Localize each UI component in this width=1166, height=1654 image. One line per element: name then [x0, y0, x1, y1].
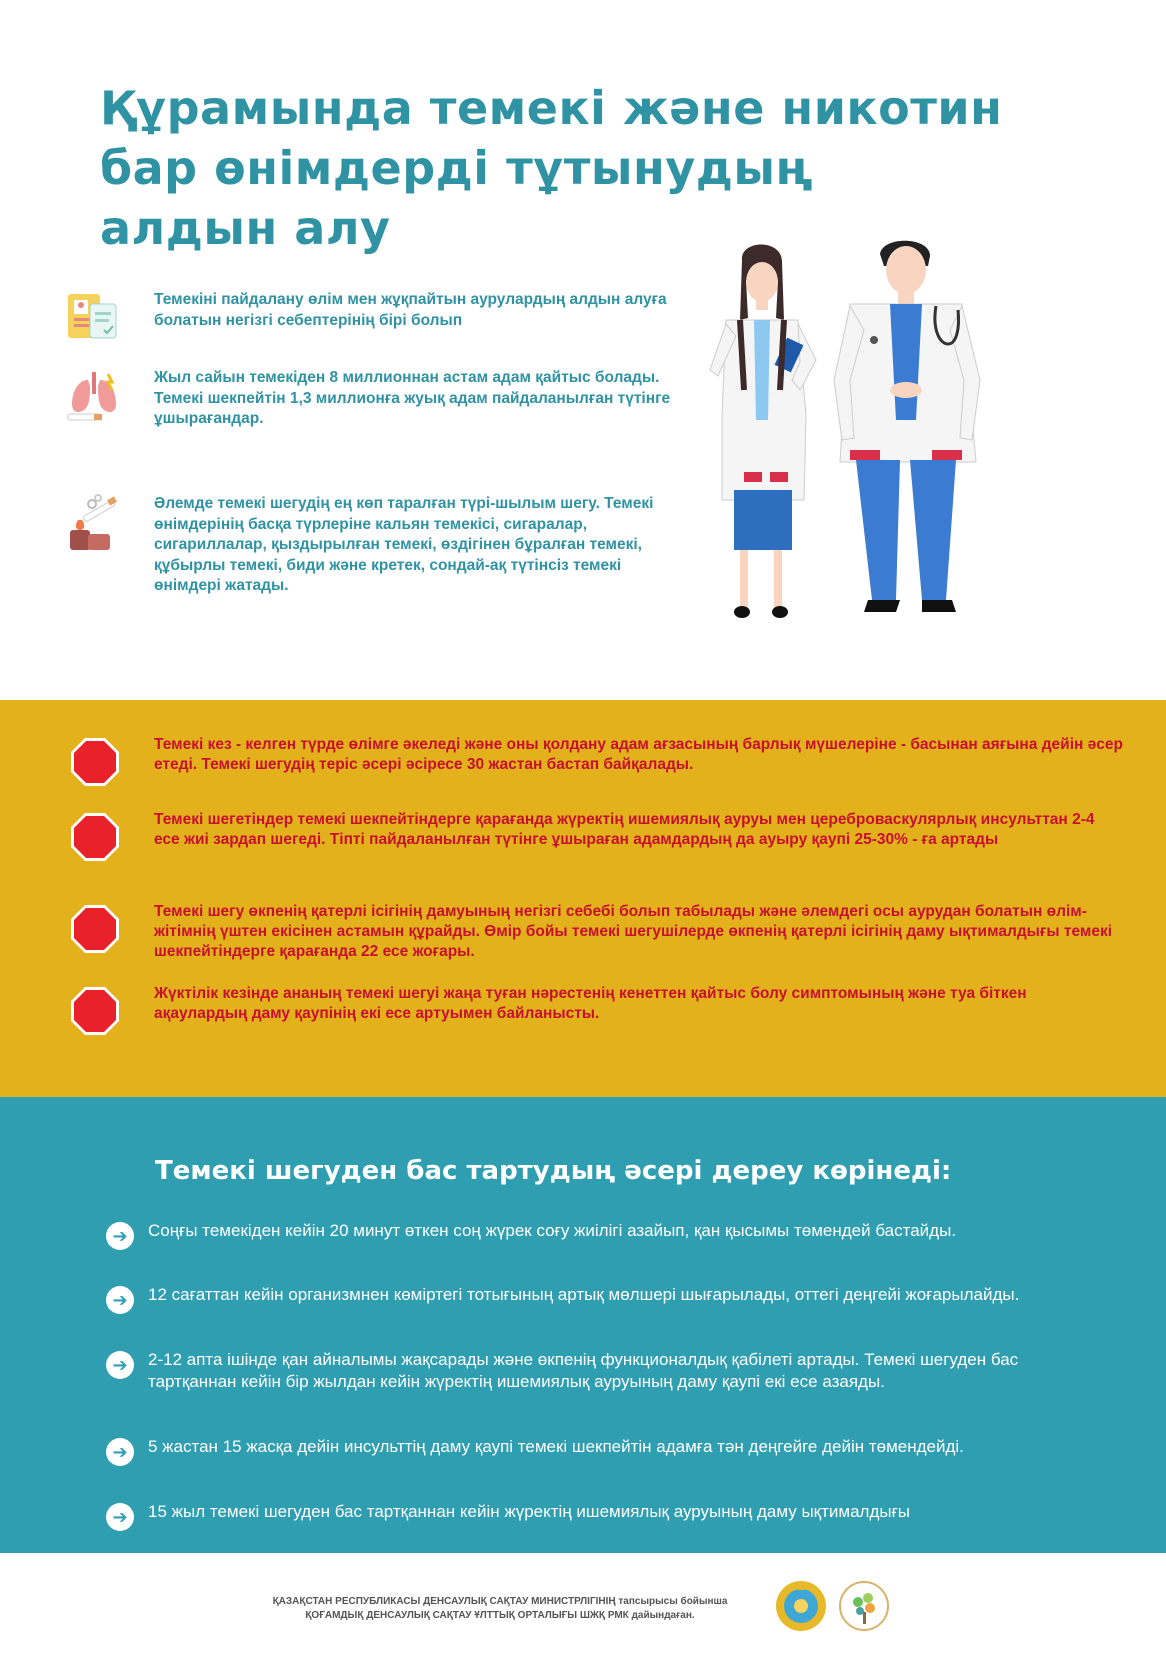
footer-credit — [240, 1595, 760, 1623]
footer-line: ҚОҒАМДЫҚ ДЕНСАУЛЫҚ САҚТАУ ҰЛТТЫҚ ОРТАЛЫҒЫ ШЖҚ РМК дайындаған. — [305, 1610, 695, 1621]
arrow-right-icon: ➔ — [106, 1438, 134, 1466]
lungs-icon — [64, 368, 124, 428]
arrow-right-icon: ➔ — [106, 1286, 134, 1314]
cigarette-lighter-icon — [64, 494, 124, 554]
benefit-text: 2-12 апта ішінде қан айналымы жақсарады және өкпенің функционалдық қабілеті артады. Темекі шегуден бас тартқаннан кейін бір жылдан кейін жүректің ишемиялық ауруының даму қаупі екі есе азаяды. — [148, 1350, 1019, 1391]
health-center-logo-icon — [838, 1580, 890, 1632]
doctors-illustration — [700, 240, 1040, 660]
footer-line: ҚАЗАҚСТАН РЕСПУБЛИКАСЫ ДЕНСАУЛЫҚ САҚТАУ МИНИСТРЛІГІНІҢ тапсырысы бойынша — [272, 1596, 728, 1607]
warning-text: Темекі шегу өкпенің қатерлі ісігінің дамуының негізгі себебі болып табылады және әлемдегі осы аурудан болатын өлім-жітімнің үштен екісінен астамын құрайды. Өмір бойы темекі шегушілерде өкпенің қатерлі ісігінің даму ықтималдығы темекі шекпейтіндерге қарағанда 22 есе жоғары. — [154, 903, 1113, 960]
warning-text: Жүктілік кезінде ананың темекі шегуі жаңа туған нәрестенің кенеттен қайтыс болу симптомының және туа біткен ақаулардың даму қаупінің екі есе артуымен байланысты. — [154, 985, 1027, 1022]
benefit-text: 15 жыл темекі шегуден бас тартқаннан кейін жүректің ишемиялық ауруының даму ықтималдығы — [148, 1502, 911, 1521]
stop-sign-icon — [70, 986, 120, 1036]
intro-text: Әлемде темекі шегудің ең көп таралған түрі-шылым шегу. Темекі өнімдерінің басқа түрлеріне кальян темекісі, сигаралар, сигариллалар, қыздырылған темекі, өздігінен бұралған темекі, құбырлы темекі, биди және кретек, сондай-ақ түтінсіз темекі өнімдері жатады. — [154, 495, 654, 594]
arrow-right-icon: ➔ — [106, 1351, 134, 1379]
page-title — [100, 78, 1060, 258]
title-line: алдын алу — [100, 201, 391, 255]
stop-sign-icon — [70, 812, 120, 862]
benefit-text: Соңғы темекіден кейін 20 минут өткен соң жүрек соғу жиілігі азайып, қан қысымы төмендей бастайды. — [148, 1221, 957, 1240]
female-doctor-figure — [710, 245, 816, 619]
arrow-right-icon: ➔ — [106, 1503, 134, 1531]
benefits-heading: Темекі шегуден бас тартудың әсері дереу көрінеді: — [155, 1156, 952, 1186]
benefit-text: 5 жастан 15 жасқа дейін инсульттің даму қаупі темекі шекпейтін адамға тән деңгейге дейін төмендейді. — [148, 1437, 964, 1456]
medical-report-icon — [64, 290, 124, 350]
title-line: Құрамында темекі және никотин — [100, 81, 1003, 135]
arrow-right-icon: ➔ — [106, 1222, 134, 1250]
title-line: бар өнімдерді тұтынудың — [100, 141, 814, 195]
stop-sign-icon — [70, 737, 120, 787]
stop-sign-icon — [70, 904, 120, 954]
warning-text: Темекі шегетіндер темекі шекпейтіндерге қарағанда жүректің ишемиялық ауруы мен цереброваскулярлық инсульттан 2-4 есе жиі зардап шегеді. Тіпті пайдаланылған түтінге ұшыраған адамдардың да ауыру қаупі 25-30% - ға артады — [154, 811, 1095, 848]
state-emblem-icon — [775, 1580, 827, 1632]
male-doctor-figure — [834, 241, 980, 612]
intro-text: Жыл сайын темекіден 8 миллионнан астам адам қайтыс болады. Темекі шекпейтін 1,3 миллионға жуық адам пайдаланылған түтінге ұшырағандар. — [154, 369, 671, 427]
benefit-text: 12 сағаттан кейін организмнен көміртегі тотығының артық мөлшері шығарылады, оттегі деңгейі жоғарылайды. — [148, 1285, 1020, 1304]
warning-text: Темекі кез - келген түрде өлімге әкеледі және оны қолдану адам ағзасының барлық мүшелеріне - басынан аяғына дейін әсер етеді. Темекі шегудің теріс әсері әсіресе 30 жастан бастап байқалады. — [154, 736, 1123, 773]
intro-text: Темекіні пайдалану өлім мен жұқпайтын аурулардың алдын алуға болатын негізгі себептерінің бірі болып — [154, 291, 667, 329]
